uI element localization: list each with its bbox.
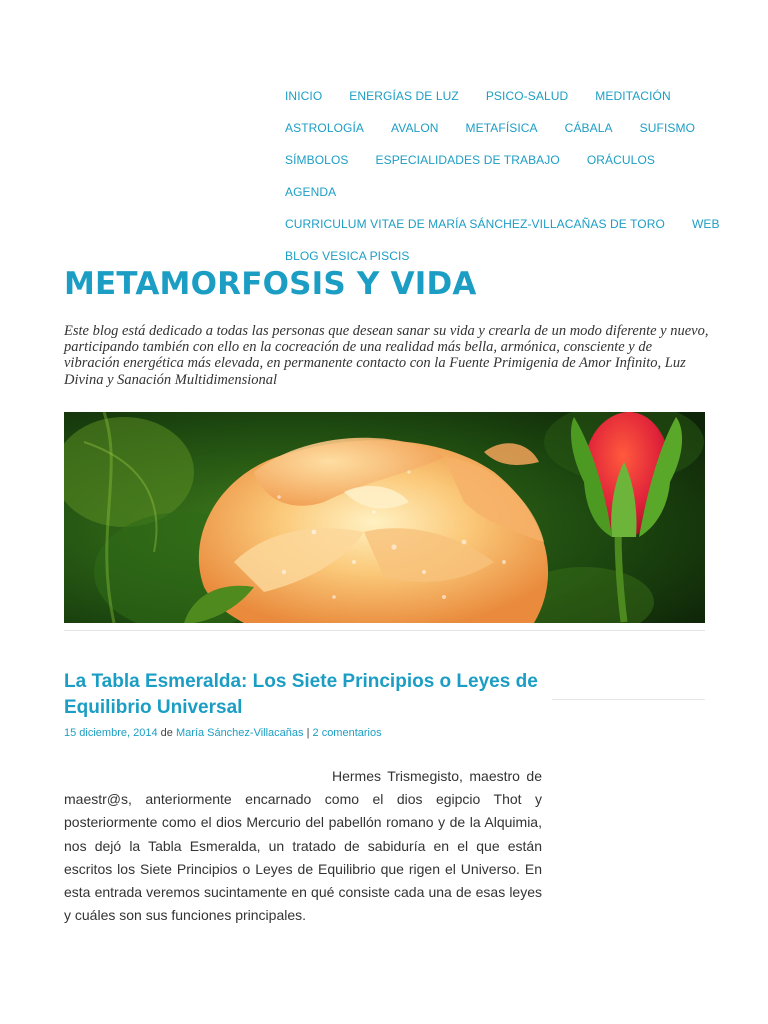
nav-link-curriculum-vitae[interactable]: CURRICULUM VITAE DE MARÍA SÁNCHEZ-VILLACAÑAS DE TORO (285, 217, 665, 231)
nav-link-sufismo[interactable]: SUFISMO (639, 121, 696, 135)
header-divider (64, 630, 705, 631)
post-body (64, 765, 542, 927)
site-title[interactable]: METAMORFOSIS Y VIDA (64, 266, 477, 302)
nav-link-agenda[interactable]: AGENDA (285, 185, 337, 199)
nav-link-meditacion[interactable]: MEDITACIÓN (595, 89, 671, 103)
nav-row (280, 208, 720, 240)
nav-link-especialidades-de-trabajo[interactable]: ESPECIALIDADES DE TRABAJO (375, 153, 560, 167)
post-comments-link[interactable]: 2 comentarios (312, 727, 382, 739)
nav-link-psico-salud[interactable]: PSICO-SALUD (485, 89, 569, 103)
nav-link-metafisica[interactable]: METAFÍSICA (465, 121, 538, 135)
post-body-text: Hermes Trismegisto, maestro de maestr@s, anteriormente encarnado como el dios egipcio Thot y posteriormente como el dios Mercurio del pabellón romano y de la Alquimia, nos dejó la Tabla Esmeralda, un tratado de sabiduría en el que están escritos los Siete Principios o Leyes de Equilibrio que rigen el Universo. En esta entrada veremos sucintamente en qué consiste cada una de esas leyes y cuáles son sus funciones principales. (64, 768, 542, 924)
nav-link-astrologia[interactable]: ASTROLOGÍA (285, 121, 365, 135)
post-date-link[interactable]: 15 diciembre, 2014 (64, 727, 158, 739)
nav-row (280, 176, 720, 208)
post-title[interactable]: La Tabla Esmeralda: Los Siete Principios o Leyes de Equilibrio Universal (64, 671, 538, 718)
nav-link-inicio[interactable]: INICIO (285, 89, 323, 103)
nav-link-blog-vesica-piscis[interactable]: BLOG VESICA PISCIS (285, 249, 410, 263)
site-tagline: Este blog está dedicado a todas las personas que desean sanar su vida y crearla de un modo diferente y nuevo, participando también con ello en la cocreación de una realidad más bella, armónica, consciente y de vibración energética más elevada, en permanente contacto con la Fuente Primigenia de Amor Infinito, Luz Divina y Sanación Multidimensional (64, 323, 709, 388)
post-meta-by: de (160, 727, 173, 739)
main-navigation (280, 80, 720, 272)
nav-link-web[interactable]: WEB (691, 217, 720, 231)
post-meta-separator: | (306, 727, 310, 739)
nav-link-simbolos[interactable]: SÍMBOLOS (285, 153, 349, 167)
post-author-link[interactable]: María Sánchez-Villacañas (175, 727, 304, 739)
nav-link-cabala[interactable]: CÁBALA (564, 121, 613, 135)
header-rose-image (64, 412, 705, 623)
nav-link-avalon[interactable]: AVALON (391, 121, 439, 135)
sidebar-rule (552, 699, 705, 700)
nav-link-energias-de-luz[interactable]: ENERGÍAS DE LUZ (349, 89, 459, 103)
nav-row (280, 112, 720, 144)
nav-row (280, 80, 720, 112)
nav-row (280, 144, 720, 176)
post-meta (64, 727, 382, 739)
nav-link-oraculos[interactable]: ORÁCULOS (586, 153, 655, 167)
